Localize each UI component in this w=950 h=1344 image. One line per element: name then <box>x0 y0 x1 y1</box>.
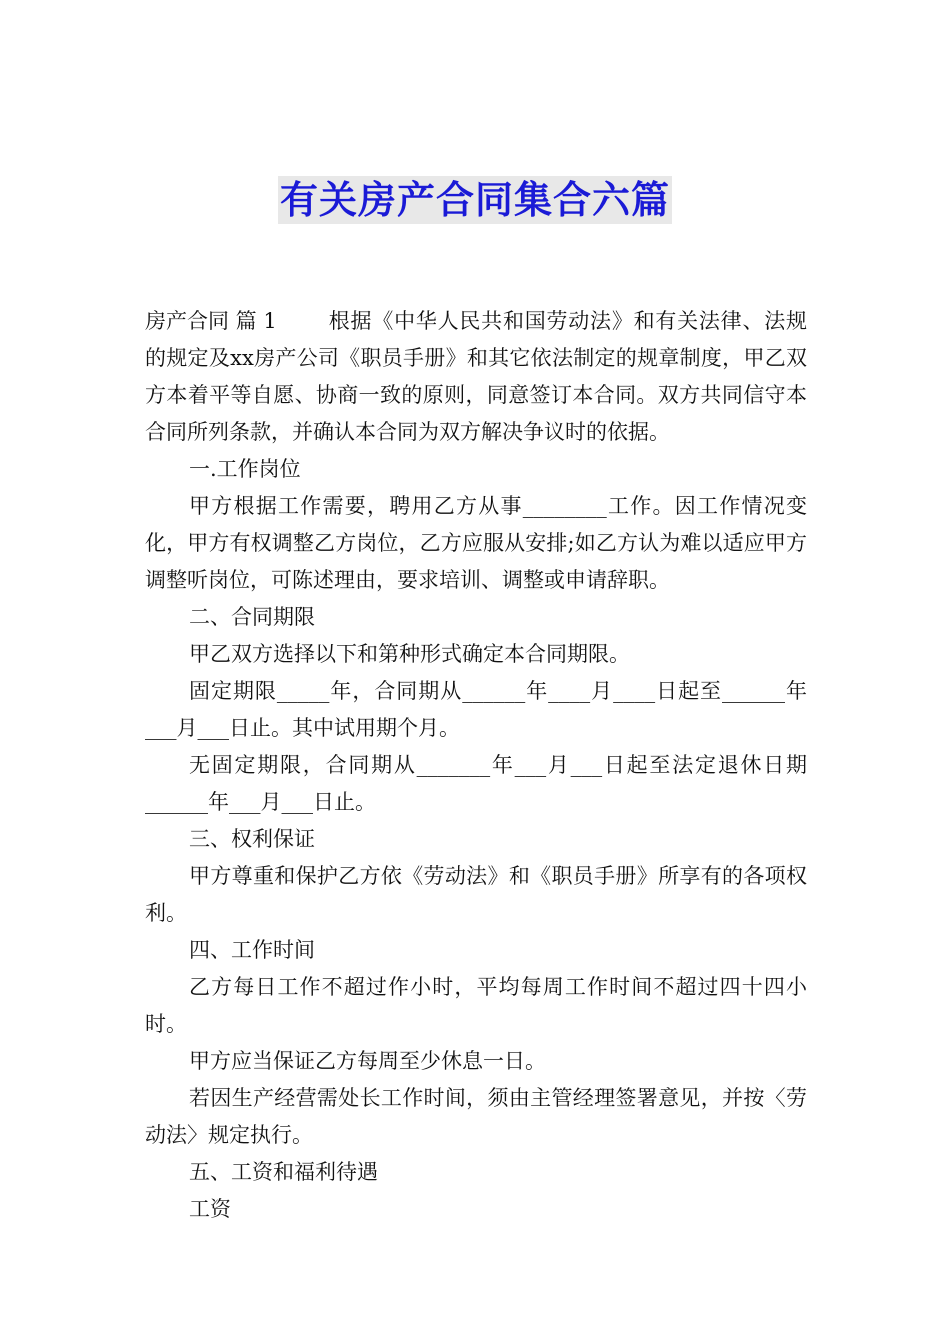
paragraph-overtime: 若因生产经营需处长工作时间，须由主管经理签署意见，并按〈劳动法〉规定执行。 <box>145 1086 807 1147</box>
document-title: 有关房产合同集合六篇 <box>279 178 670 222</box>
heading-wages-benefits: 五、工资和福利待遇 <box>189 1160 378 1184</box>
paragraph-term-choice: 甲乙双方选择以下和第种形式确定本合同期限。 <box>189 642 630 666</box>
document-body <box>145 303 807 1228</box>
heading-work-position: 一.工作岗位 <box>189 457 301 481</box>
paragraph-intro <box>145 303 807 451</box>
heading-contract-term: 二、合同期限 <box>189 605 315 629</box>
paragraph-rest-day: 甲方应当保证乙方每周至少休息一日。 <box>189 1049 546 1073</box>
section-label: 房产合同 篇 1 <box>145 309 277 333</box>
heading-working-hours: 四、工作时间 <box>189 938 315 962</box>
paragraph-fixed-term: 固定期限_____年，合同期从______年____月____日起至______年___月___日止。其中试用期个月。 <box>145 679 807 740</box>
paragraph-wages: 工资 <box>189 1197 231 1221</box>
paragraph-open-term: 无固定期限，合同期从_______年___月___日起至法定退休日期______年___月___日止。 <box>145 753 807 814</box>
title-container <box>0 176 950 224</box>
paragraph-text: 根据《中华人民共和国劳动法》和有关法律、法规的规定及xx房产公司《职员手册》和其它依法制定的规章制度，甲乙双方本着平等自愿、协商一致的原则，同意签订本合同。双方共同信守本合同所列条款，并确认本合同为双方解决争议时的依据。 <box>145 309 807 444</box>
paragraph-rights: 甲方尊重和保护乙方依《劳动法》和《职员手册》所享有的各项权利。 <box>145 864 807 925</box>
heading-rights: 三、权利保证 <box>189 827 315 851</box>
paragraph-working-hours: 乙方每日工作不超过作小时，平均每周工作时间不超过四十四小时。 <box>145 975 807 1036</box>
paragraph-work-position: 甲方根据工作需要，聘用乙方从事________工作。因工作情况变化，甲方有权调整乙方岗位，乙方应服从安排;如乙方认为难以适应甲方调整听岗位，可陈述理由，要求培训、调整或申请辞职。 <box>145 494 807 592</box>
